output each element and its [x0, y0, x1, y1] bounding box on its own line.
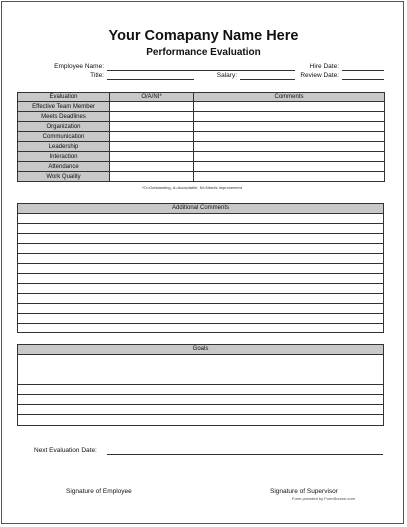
comment-cell[interactable]: [194, 132, 385, 142]
comment-line[interactable]: [18, 274, 383, 284]
additional-comments-header: Additional Comments: [18, 204, 383, 214]
criterion-label: Effective Team Member: [18, 102, 110, 112]
rating-cell[interactable]: [110, 162, 194, 172]
criterion-label: Meets Deadlines: [18, 112, 110, 122]
comment-cell[interactable]: [194, 112, 385, 122]
goals-header: Goals: [18, 345, 383, 355]
next-evaluation-line[interactable]: [107, 447, 383, 455]
goal-line[interactable]: [18, 395, 383, 405]
comment-line[interactable]: [18, 304, 383, 314]
salary-line[interactable]: [240, 72, 295, 80]
table-row: [18, 162, 385, 172]
comment-cell[interactable]: [194, 162, 385, 172]
criterion-label: Interaction: [18, 152, 110, 162]
comment-line[interactable]: [18, 294, 383, 304]
review-date-line[interactable]: [342, 72, 384, 80]
rating-cell[interactable]: [110, 142, 194, 152]
employee-name-line[interactable]: [107, 63, 295, 71]
comment-line[interactable]: [18, 224, 383, 234]
rating-cell[interactable]: [110, 132, 194, 142]
comment-line[interactable]: [18, 254, 383, 264]
goals-box: [17, 344, 384, 426]
form-title: Performance Evaluation: [146, 47, 261, 58]
rating-header: O/A/NI*: [110, 93, 194, 102]
hire-date-line[interactable]: [342, 63, 384, 71]
table-row: [18, 122, 385, 132]
comment-cell[interactable]: [194, 152, 385, 162]
criterion-label: Work Quality: [18, 172, 110, 182]
rating-cell[interactable]: [110, 102, 194, 112]
goal-line[interactable]: [18, 405, 383, 415]
table-row: [18, 152, 385, 162]
evaluation-form-page: [1, 1, 404, 524]
employee-name-label: Employee Name:: [54, 63, 104, 70]
goal-line[interactable]: [18, 385, 383, 395]
hire-date-label: Hire Date:: [309, 63, 339, 70]
table-row: [18, 132, 385, 142]
table-row: [18, 142, 385, 152]
table-row: [18, 112, 385, 122]
goal-line[interactable]: [18, 415, 383, 425]
rating-footnote: *O=Outstanding, A=Acceptable, NI=Needs Improvement: [142, 185, 242, 190]
evaluation-table: [17, 92, 385, 182]
rating-cell[interactable]: [110, 122, 194, 132]
employee-signature-label: Signature of Employee: [66, 488, 132, 495]
comment-line[interactable]: [18, 314, 383, 324]
comments-header: Comments: [194, 93, 385, 102]
comment-cell[interactable]: [194, 102, 385, 112]
salary-label: Salary:: [216, 72, 237, 79]
comment-line[interactable]: [18, 284, 383, 294]
form-credit: Form provided by FormSource.com: [292, 496, 355, 501]
comment-line[interactable]: [18, 214, 383, 224]
comment-line[interactable]: [18, 324, 383, 334]
comment-cell[interactable]: [194, 142, 385, 152]
comment-cell[interactable]: [194, 122, 385, 132]
title-label: Title:: [90, 72, 104, 79]
goal-area[interactable]: [18, 355, 383, 385]
criterion-label: Organization: [18, 122, 110, 132]
criterion-label: Attendance: [18, 162, 110, 172]
rating-cell[interactable]: [110, 172, 194, 182]
supervisor-signature-label: Signature of Supervisor: [270, 488, 338, 495]
comment-line[interactable]: [18, 234, 383, 244]
evaluation-header-row: [18, 93, 385, 102]
title-line[interactable]: [107, 72, 194, 80]
company-name: Your Comapany Name Here: [108, 28, 299, 44]
rating-cell[interactable]: [110, 152, 194, 162]
rating-cell[interactable]: [110, 112, 194, 122]
comment-line[interactable]: [18, 244, 383, 254]
criterion-label: Leadership: [18, 142, 110, 152]
review-date-label: Review Date:: [300, 72, 339, 79]
table-row: [18, 102, 385, 112]
additional-comments-box: [17, 203, 384, 333]
criterion-label: Communication: [18, 132, 110, 142]
comment-line[interactable]: [18, 264, 383, 274]
next-evaluation-label: Next Evaluation Date:: [34, 447, 97, 454]
table-row: [18, 172, 385, 182]
evaluation-header: Evaluation: [18, 93, 110, 102]
comment-cell[interactable]: [194, 172, 385, 182]
